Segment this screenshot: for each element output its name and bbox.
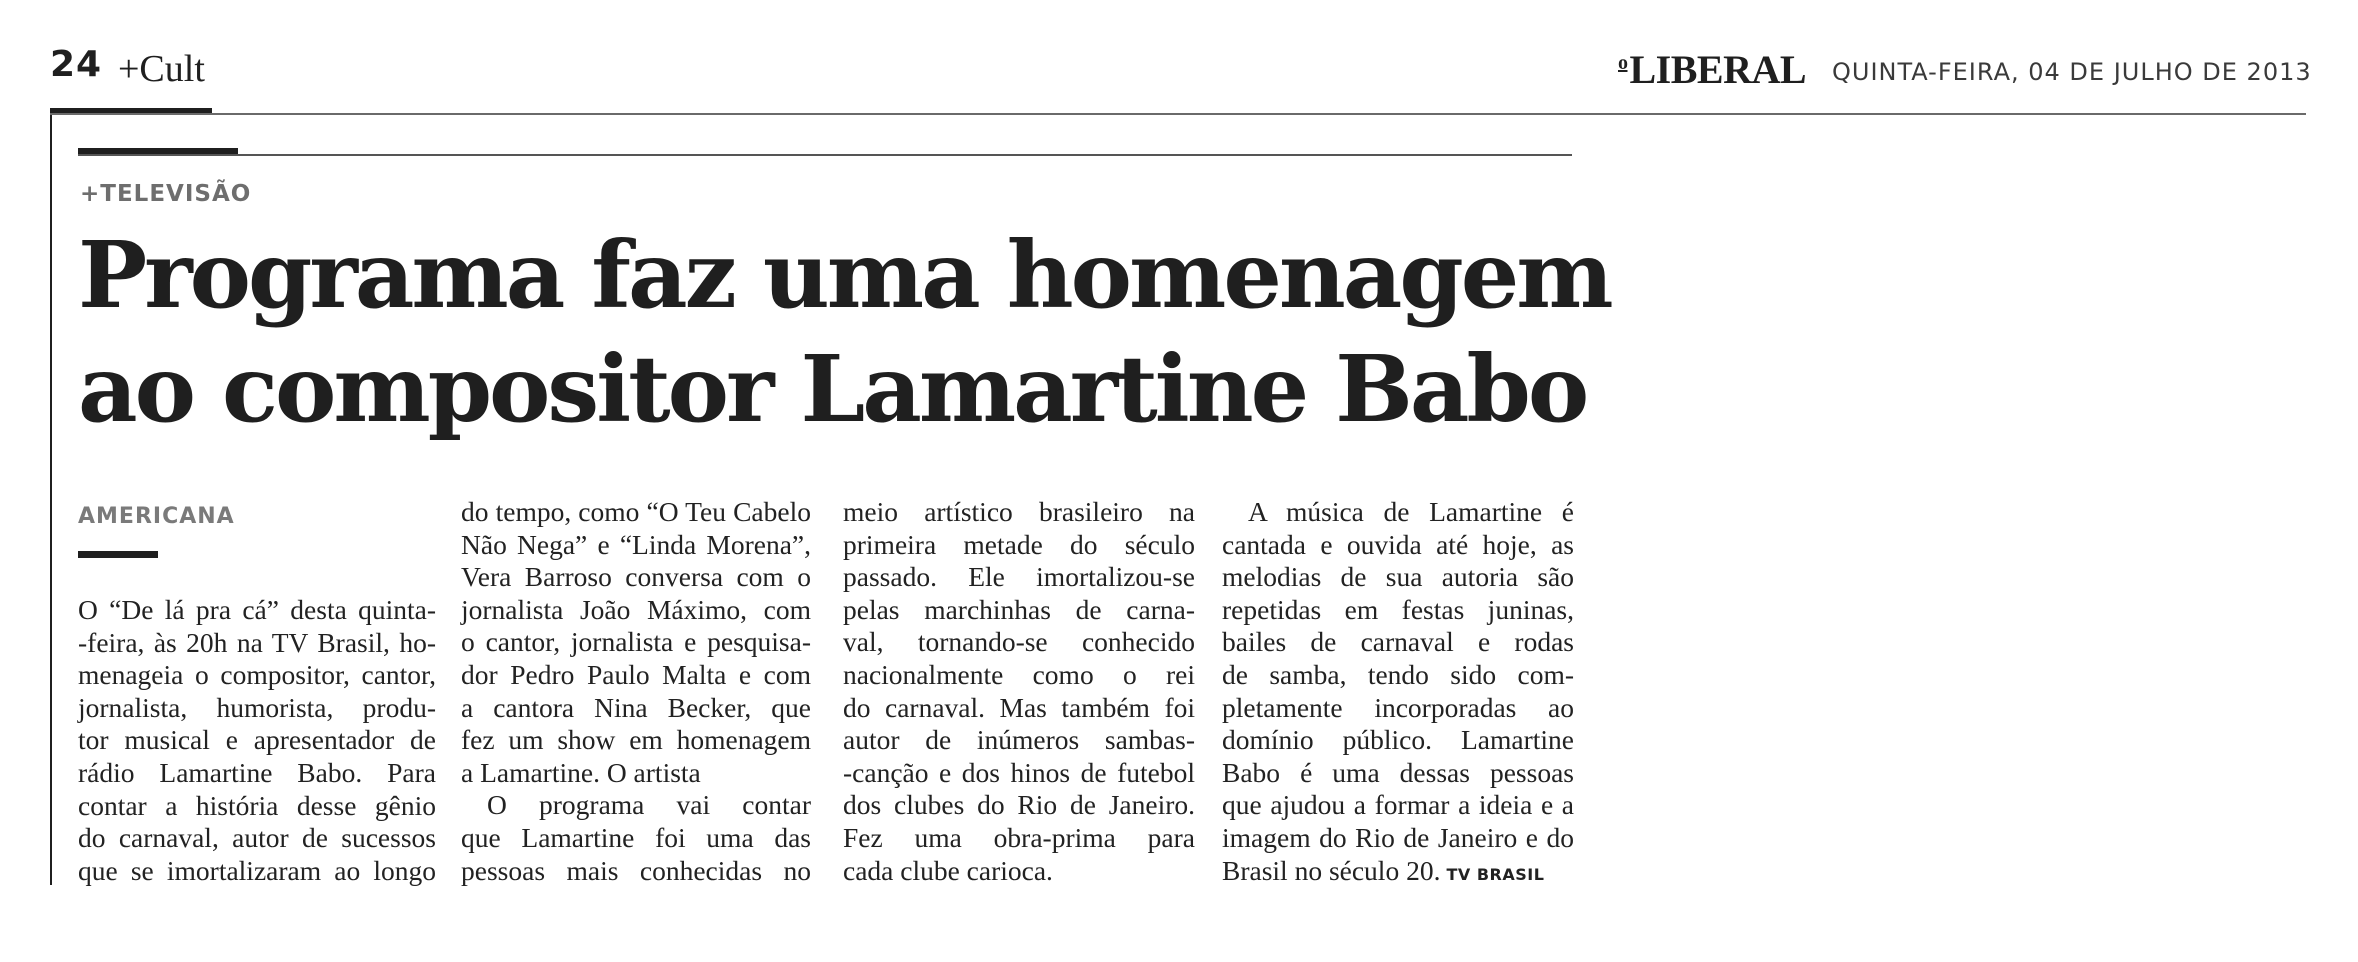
text-line: jornalista, humorista, produ- xyxy=(78,691,436,723)
text-line: val, tornando-se conhecido xyxy=(843,626,1195,658)
text-line: dor Pedro Paulo Malta e com xyxy=(461,658,811,690)
text-column-3 xyxy=(843,496,1195,887)
header-rule xyxy=(50,113,2306,115)
photo-credit: TV BRASIL xyxy=(1446,864,1545,884)
text-column-1 xyxy=(78,594,436,887)
text-line: cantada e ouvida até hoje, as xyxy=(1222,528,1574,560)
text-line: domínio público. Lamartine xyxy=(1222,724,1574,756)
section-name: +Cult xyxy=(118,48,205,90)
text-line: autor de inúmeros sambas- xyxy=(843,724,1195,756)
page-number: 24 xyxy=(50,44,103,85)
text-line: Não Nega” e “Linda Morena”, xyxy=(461,528,811,560)
text-line: rádio Lamartine Babo. Para xyxy=(78,756,436,788)
headline-line: Programa faz uma homenagem xyxy=(78,221,1611,329)
text-line: A música de Lamartine é xyxy=(1248,496,1574,527)
text-line: Babo é uma dessas pessoas xyxy=(1222,756,1574,788)
text-line: a Lamartine. O artista xyxy=(461,756,701,788)
text-column-4 xyxy=(1222,496,1574,891)
text-line: contar a história desse gênio xyxy=(78,789,436,821)
text-line: O “De lá pra cá” desta quinta- xyxy=(78,594,436,625)
text-line: primeira metade do século xyxy=(843,528,1195,560)
text-column-2 xyxy=(461,496,811,887)
newspaper-logo xyxy=(1618,46,1806,93)
byline-rule xyxy=(78,551,158,558)
text-line: do tempo, como “O Teu Cabelo xyxy=(461,496,811,527)
text-line: de samba, tendo sido com- xyxy=(1222,658,1574,690)
article-rule xyxy=(78,154,1572,156)
article-byline: AMERICANA xyxy=(78,504,235,529)
text-line: imagem do Rio de Janeiro e do xyxy=(1222,821,1574,853)
text-line: o cantor, jornalista e pesquisa- xyxy=(461,626,811,658)
text-line: -feira, às 20h na TV Brasil, ho- xyxy=(78,626,436,658)
text-line: O programa vai contar xyxy=(487,789,811,821)
text-line: bailes de carnaval e rodas xyxy=(1222,626,1574,658)
text-line: Brasil no século 20. xyxy=(1222,854,1441,886)
headline-line: ao compositor Lamartine Babo xyxy=(78,335,1587,443)
article-left-border xyxy=(50,115,52,885)
text-line: nacionalmente como o rei xyxy=(843,658,1195,690)
text-line: do carnaval. Mas também foi xyxy=(843,691,1195,723)
text-line: do carnaval, autor de sucessos xyxy=(78,822,436,854)
text-line: -canção e dos hinos de futebol xyxy=(843,756,1195,788)
text-line: cada clube carioca. xyxy=(843,854,1053,886)
text-line: dos clubes do Rio de Janeiro. xyxy=(843,789,1195,821)
text-line-with-credit xyxy=(1222,855,1574,892)
text-line: Fez uma obra-prima para xyxy=(843,821,1195,853)
issue-date: QUINTA-FEIRA, 04 DE JULHO DE 2013 xyxy=(1832,58,2312,86)
text-line: jornalista João Máximo, com xyxy=(461,593,811,625)
text-line: tor musical e apresentador de xyxy=(78,724,436,756)
text-line: repetidas em festas juninas, xyxy=(1222,593,1574,625)
text-line: pletamente incorporadas ao xyxy=(1222,691,1574,723)
logo-prefix: o xyxy=(1618,52,1628,74)
text-line: que se imortalizaram ao longo xyxy=(78,854,436,886)
text-line: que ajudou a formar a ideia e a xyxy=(1222,789,1574,821)
text-line: pessoas mais conhecidas no xyxy=(461,854,811,886)
text-line: meio artístico brasileiro na xyxy=(843,496,1195,527)
text-line: que Lamartine foi uma das xyxy=(461,821,811,853)
text-line: melodias de sua autoria são xyxy=(1222,561,1574,593)
text-line: a cantora Nina Becker, que xyxy=(461,691,811,723)
article-kicker: +TELEVISÃO xyxy=(80,181,252,207)
text-line: pelas marchinhas de carna- xyxy=(843,593,1195,625)
text-line: Vera Barroso conversa com o xyxy=(461,561,811,593)
text-line: fez um show em homenagem xyxy=(461,724,811,756)
text-line: passado. Ele imortalizou-se xyxy=(843,561,1195,593)
text-line: menageia o compositor, cantor, xyxy=(78,659,436,691)
article-headline xyxy=(78,218,1611,446)
logo-name: LIBERAL xyxy=(1629,47,1807,92)
